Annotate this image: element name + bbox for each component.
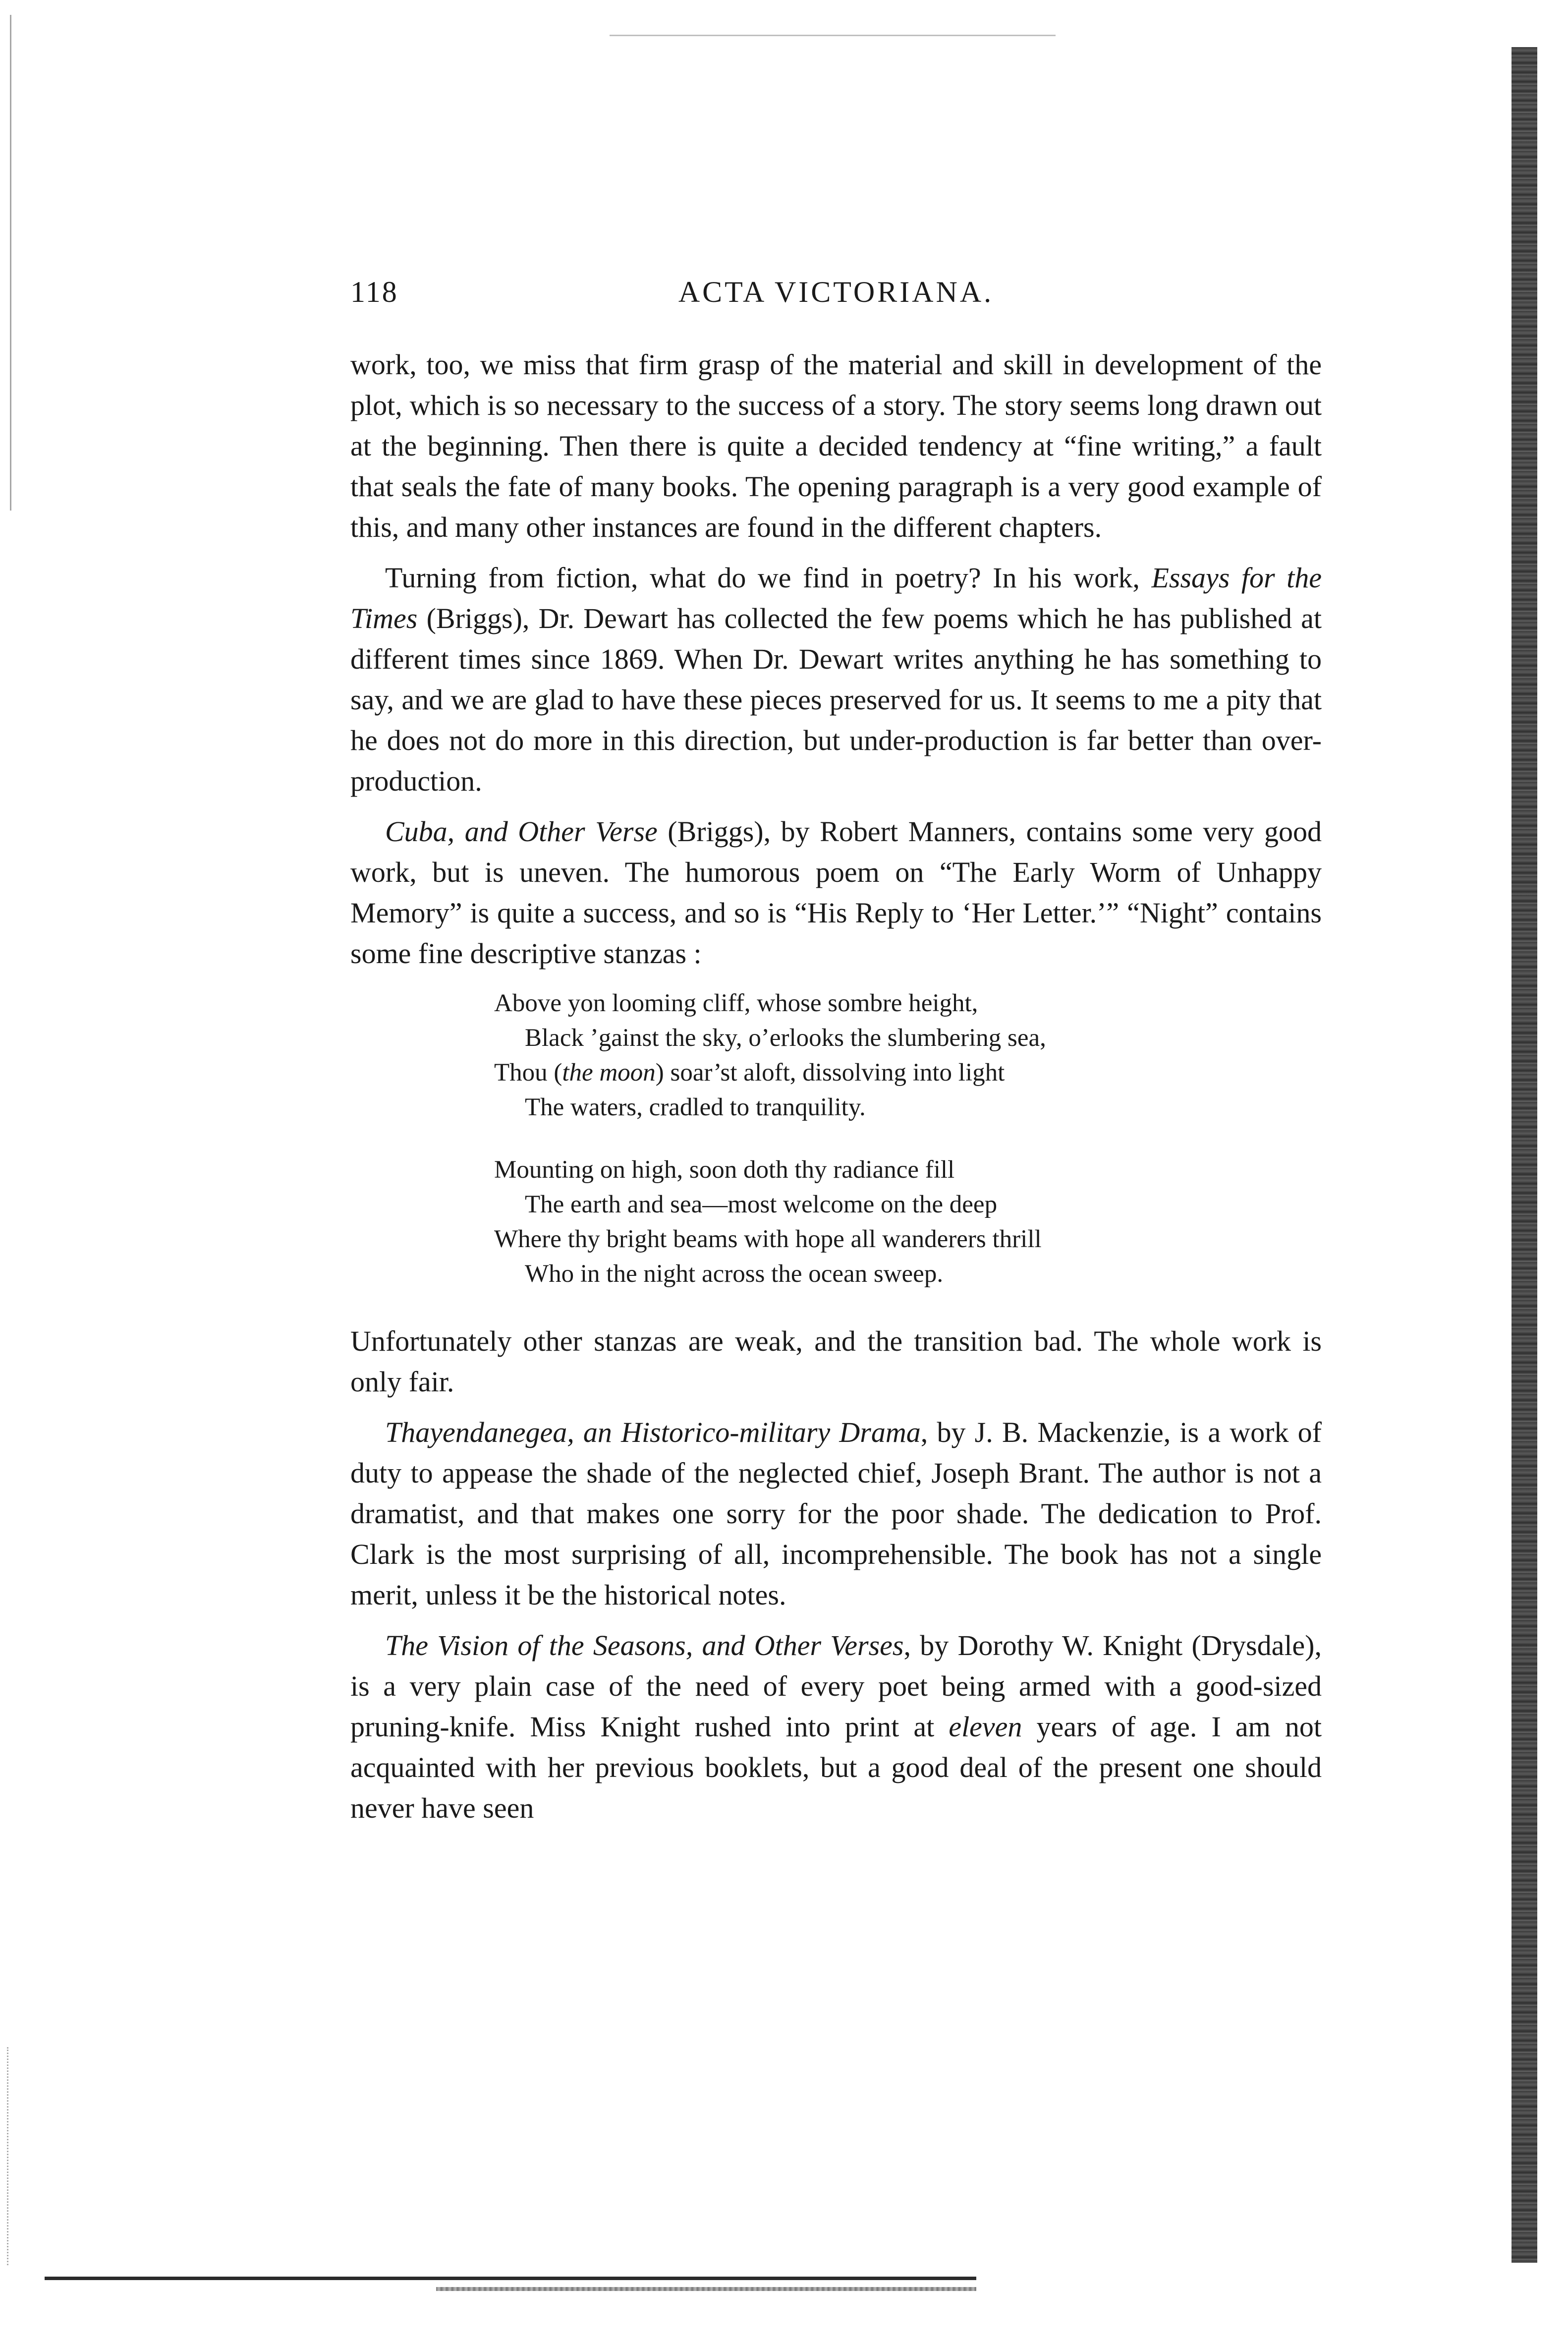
verse-line-emphasis: the moon [562,1059,656,1087]
scan-edge-right [1512,47,1537,2263]
paragraph-3 [350,811,1322,974]
scan-edge-left-bottom [7,2047,53,2265]
paragraph-1: work, too, we miss that firm grasp of the material and skill in development of the plot, which is so necessary to the success of a story. The story seems long drawn out at the beginning. Then there is quite a decided tendency at “fine writing,” a fault that seals the fate of many books. The opening paragraph is a very good example of this, and many other instances are found in the different chapters. [350,348,1322,543]
paragraph-2-text-b: (Briggs), Dr. Dewart has collected the few poems which he has published at different times since 1869. When Dr. Dewart writes anything he has something to say, and we are glad to have these pieces preserved for us. It seems to me a pity that he does not do more in this direction, but under-production is far better than over-production. [350,602,1322,797]
verse-line: The earth and sea—most welcome on the deep [525,1191,998,1218]
verse-line: Black ’gainst the sky, o’erlooks the slumbering sea, [525,1024,1046,1052]
verse-line-part: Thou ( [494,1059,562,1087]
scan-edge-left [10,15,11,511]
page-number: 118 [350,276,398,308]
paragraph-5 [350,1412,1322,1615]
book-title-essays: Essays for the Times [350,562,1322,634]
scan-edge-bottom-shadow [436,2287,976,2291]
scan-edge-bottom [45,2277,976,2280]
paragraph-4: Unfortunately other stanzas are weak, and the transition bad. The whole work is only fair. [350,1325,1322,1398]
verse-line [494,1055,1322,1090]
book-title-cuba: Cuba, and Other Verse [385,815,658,848]
running-title: ACTA VICTORIANA. [678,276,994,308]
paragraph-6 [350,1625,1322,1829]
stanza-1 [494,986,1322,1125]
page-header [350,275,1322,320]
book-title-vision-of-seasons: The Vision of the Seasons, and Other Verses [385,1629,904,1661]
paragraph-6-emphasis: eleven [949,1711,1022,1743]
paragraph-5-text: , by J. B. Mackenzie, is a work of duty to appease the shade of the neglected chief, Joseph Brant. The author is not a dramatist, and that makes one sorry for the poor shade. The dedication to Prof. Clark is the most surprising of all, incomprehensible. The book has not a single merit, unless it be the historical notes. [350,1416,1322,1611]
stanza-2 [494,1152,1322,1291]
article-body [350,344,1322,1838]
verse-quotation [494,986,1322,1291]
verse-line: Where thy bright beams with hope all wanderers thrill [494,1225,1042,1253]
paragraph-6-text-a: , by Dorothy W. Knight (Drysdale), is a very plain case of the need of every poet being armed with a good-sized pruning-knife. Miss Knight rushed into print at [350,1629,1322,1743]
paragraph-2 [350,558,1322,802]
verse-line: The waters, cradled to tranquility. [525,1093,866,1121]
paragraph-6-text-b: years of age. I am not acquainted with her previous booklets, but a good deal of the present one should never have seen [350,1711,1322,1824]
verse-line: Above yon looming cliff, whose sombre height, [494,989,978,1017]
verse-line: Mounting on high, soon doth thy radiance fill [494,1156,955,1184]
paragraph-3-text: (Briggs), by Robert Manners, contains some very good work, but is uneven. The humorous poem on “The Early Worm of Unhappy Memory” is quite a success, and so is “His Reply to ‘Her Letter.’” “Night” contains some fine descriptive stanzas : [350,815,1322,970]
scan-edge-top [610,35,1056,36]
book-title-thayendanegea: Thayendanegea, an Historico-military Drama [385,1416,921,1448]
verse-line-part: ) soar’st aloft, dissolving into light [655,1059,1005,1087]
verse-line: Who in the night across the ocean sweep. [525,1260,944,1288]
paragraph-2-text-a: Turning from fiction, what do we find in poetry? In his work, [385,562,1152,594]
